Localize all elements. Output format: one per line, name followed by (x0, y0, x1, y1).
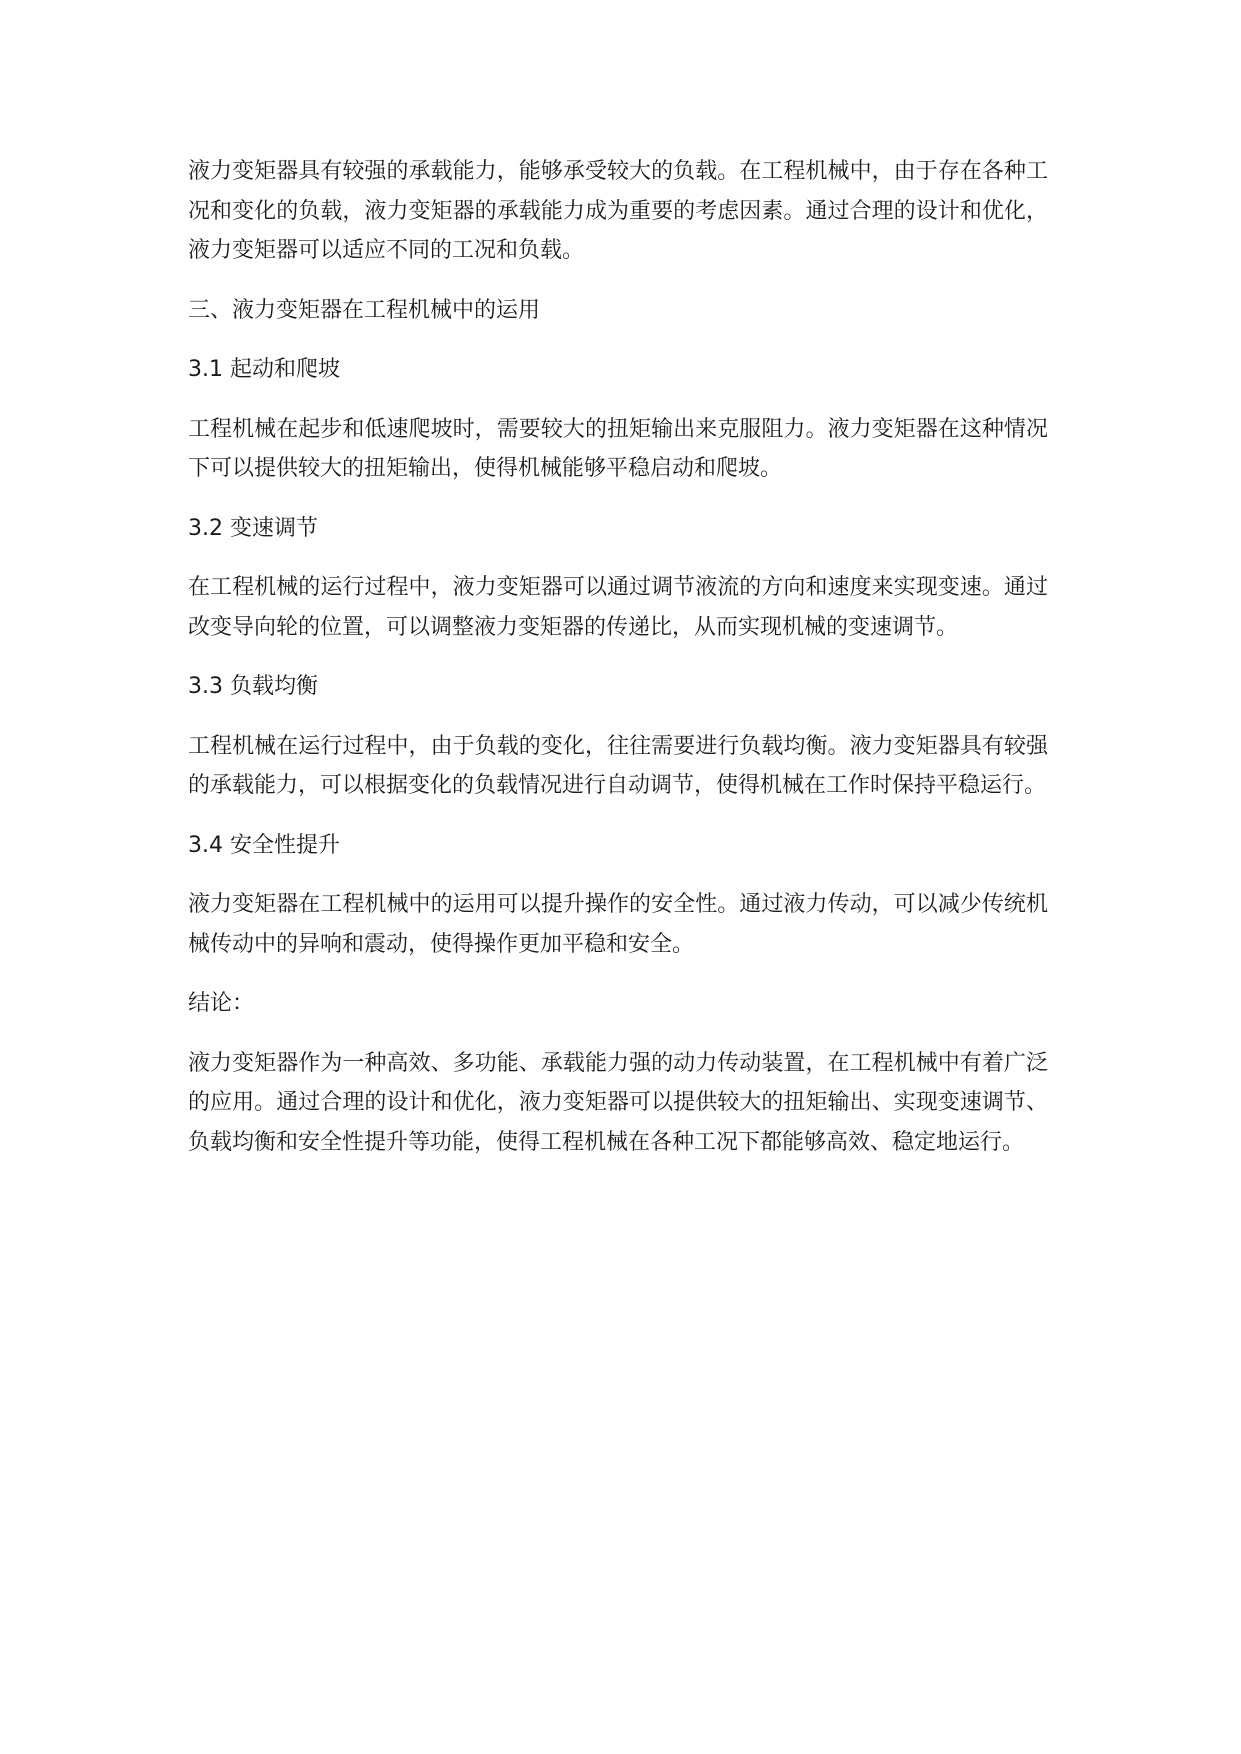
conclusion-paragraph: 液力变矩器作为一种高效、多功能、承载能力强的动力传动装置，在工程机械中有着广泛的应用。通过合理的设计和优化，液力变矩器可以提供较大的扭矩输出、实现变速调节、负载均衡和安全性提升等功能，使得工程机械在各种工况下都能够高效、稳定地运行。 (188, 1050, 1048, 1155)
heading-3-3: 3.3 负载均衡 (188, 674, 318, 699)
paragraph-load-capacity: 液力变矩器具有较强的承载能力，能够承受较大的负载。在工程机械中，由于存在各种工况和变化的负载，液力变矩器的承载能力成为重要的考虑因素。通过合理的设计和优化，液力变矩器可以适应不同的工况和负载。 (188, 159, 1048, 263)
conclusion-label: 结论： (188, 991, 255, 1016)
paragraph-3-1: 工程机械在起步和低速爬坡时，需要较大的扭矩输出来克服阻力。液力变矩器在这种情况下可以提供较大的扭矩输出，使得机械能够平稳启动和爬坡。 (188, 416, 1048, 481)
section-title: 三、液力变矩器在工程机械中的运用 (188, 297, 541, 323)
paragraph-3-4: 液力变矩器在工程机械中的运用可以提升操作的安全性。通过液力传动，可以减少传统机械传动中的异响和震动，使得操作更加平稳和安全。 (188, 892, 1048, 957)
paragraph-3-3: 工程机械在运行过程中，由于负载的变化，往往需要进行负载均衡。液力变矩器具有较强的承载能力，可以根据变化的负载情况进行自动调节，使得机械在工作时保持平稳运行。 (188, 733, 1048, 798)
paragraph-3-2: 在工程机械的运行过程中，液力变矩器可以通过调节液流的方向和速度来实现变速。通过改变导向轮的位置，可以调整液力变矩器的传递比，从而实现机械的变速调节。 (188, 575, 1048, 640)
document-page (188, 152, 1048, 1182)
heading-3-2: 3.2 变速调节 (188, 515, 318, 541)
heading-3-1: 3.1 起动和爬坡 (188, 357, 340, 382)
heading-3-4: 3.4 安全性提升 (188, 832, 340, 858)
